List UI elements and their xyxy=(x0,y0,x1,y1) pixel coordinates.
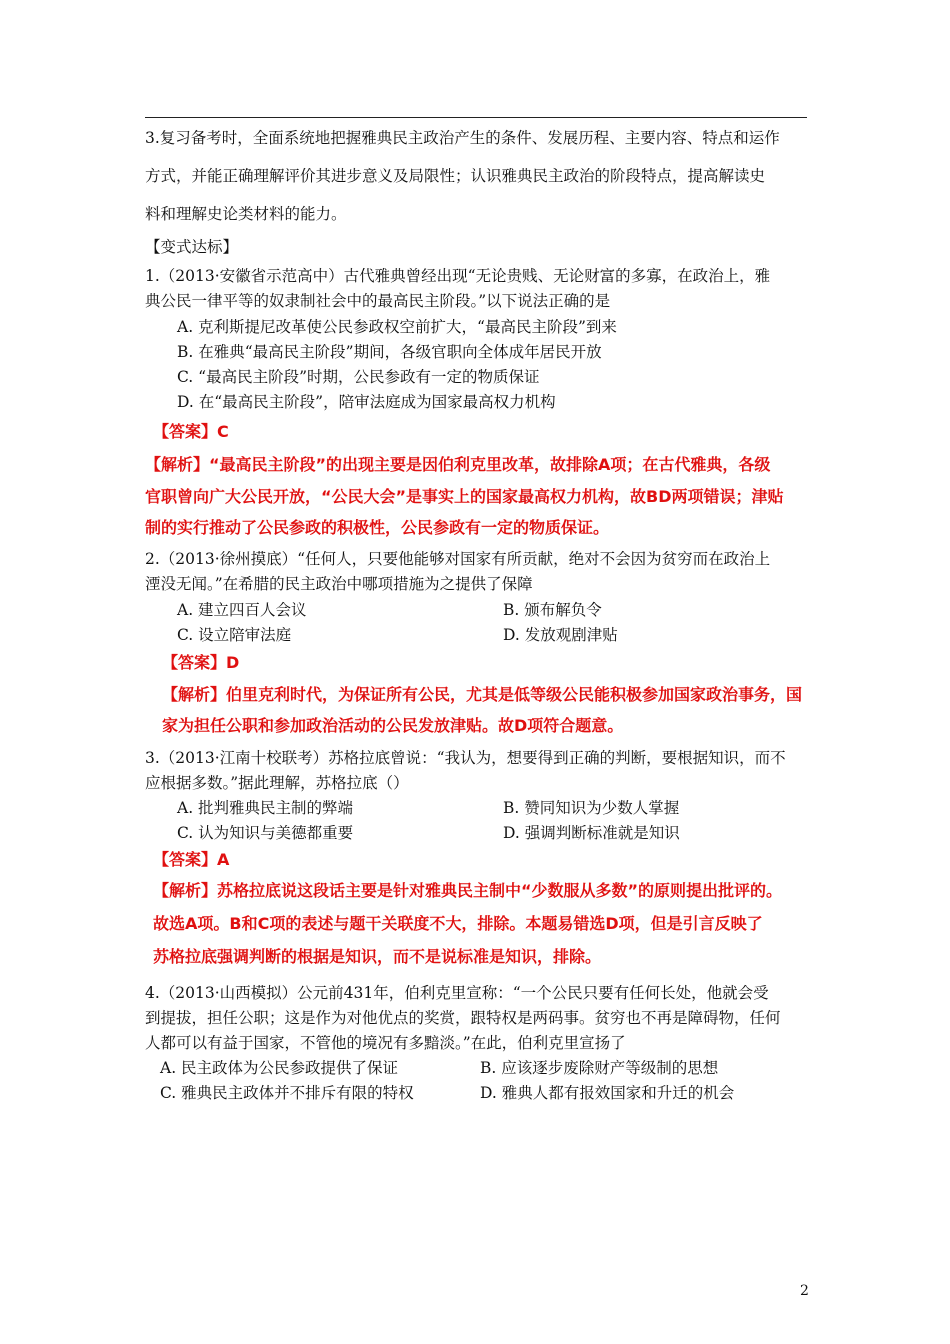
header-rule xyxy=(145,117,807,118)
q3-stem-line-1: 3.（2013·江南十校联考）苏格拉底曾说：“我认为，想要得到正确的判断，要根据知识，而不 xyxy=(145,749,786,767)
intro-line-3: 料和理解史论类材料的能力。 xyxy=(145,205,347,223)
q2-option-c: C. 设立陪审法庭 xyxy=(177,626,292,644)
q3-option-d: D. 强调判断标准就是知识 xyxy=(503,824,680,842)
q4-option-d: D. 雅典人都有报效国家和升迁的机会 xyxy=(480,1084,735,1102)
q2-option-a: A. 建立四百人会议 xyxy=(177,601,307,619)
q4-option-b: B. 应该逐步废除财产等级制的思想 xyxy=(480,1059,719,1077)
q4-stem-line-2: 到提拔，担任公职；这是作为对他优点的奖赏，跟特权是两码事。贫穷也不再是障碍物，任何 xyxy=(145,1009,781,1027)
q2-answer: 【答案】D xyxy=(162,653,240,672)
q1-analysis-line-3: 制的实行推动了公民参政的积极性，公民参政有一定的物质保证。 xyxy=(145,518,610,537)
q2-analysis-line-1: 【解析】伯里克利时代，为保证所有公民，尤其是低等级公民能积极参加国家政治事务，国 xyxy=(162,685,803,704)
q3-answer: 【答案】A xyxy=(153,850,230,869)
q3-analysis-line-2: 故选A项。B和C项的表述与题干关联度不大，排除。本题易错选D项，但是引言反映了 xyxy=(153,914,763,933)
q2-stem-line-2: 湮没无闻。”在希腊的民主政治中哪项措施为之提供了保障 xyxy=(145,575,533,593)
q1-option-d: D. 在“最高民主阶段”，陪审法庭成为国家最高权力机构 xyxy=(177,393,556,411)
q1-analysis-line-1: 【解析】“最高民主阶段”的出现主要是因伯利克里改革，故排除A项；在古代雅典，各级 xyxy=(145,455,771,474)
q4-option-c: C. 雅典民主政体并不排斥有限的特权 xyxy=(160,1084,414,1102)
q1-stem-line-1: 1.（2013·安徽省示范高中）古代雅典曾经出现“无论贵贱、无论财富的多寡，在政治上，雅 xyxy=(145,267,771,285)
intro-line-1: 3.复习备考时，全面系统地把握雅典民主政治产生的条件、发展历程、主要内容、特点和运作 xyxy=(145,129,780,147)
q3-option-a: A. 批判雅典民主制的弊端 xyxy=(177,799,354,817)
q1-analysis-line-2: 官职曾向广大公民开放，“公民大会”是事实上的国家最高权力机构，故BD两项错误；津贴 xyxy=(145,487,784,506)
q3-analysis-line-1: 【解析】苏格拉底说这段话主要是针对雅典民主制中“少数服从多数”的原则提出批评的。 xyxy=(153,881,783,900)
q2-option-d: D. 发放观剧津贴 xyxy=(503,626,618,644)
q1-option-b: B. 在雅典“最高民主阶段”期间，各级官职向全体成年居民开放 xyxy=(177,343,602,361)
q4-stem-line-1: 4.（2013·山西模拟）公元前431年，伯利克里宣称：“一个公民只要有任何长处，他就会受 xyxy=(145,984,769,1002)
q2-option-b: B. 颁布解负令 xyxy=(503,601,602,619)
q4-stem-line-3: 人都可以有益于国家，不管他的境况有多黯淡。”在此，伯利克里宣扬了 xyxy=(145,1034,626,1052)
q4-option-a: A. 民主政体为公民参政提供了保证 xyxy=(160,1059,399,1077)
q1-option-a: A. 克利斯提尼改革使公民参政权空前扩大，“最高民主阶段”到来 xyxy=(177,318,617,336)
q3-option-b: B. 赞同知识为少数人掌握 xyxy=(503,799,680,817)
q3-stem-line-2: 应根据多数。”据此理解，苏格拉底（） xyxy=(145,774,409,792)
page-number: 2 xyxy=(800,1283,809,1299)
q3-analysis-line-3: 苏格拉底强调判断的根据是知识，而不是说标准是知识，排除。 xyxy=(153,947,602,966)
q1-stem-line-2: 典公民一律平等的奴隶制社会中的最高民主阶段。”以下说法正确的是 xyxy=(145,292,611,310)
q1-answer: 【答案】C xyxy=(153,422,229,441)
q3-option-c: C. 认为知识与美德都重要 xyxy=(177,824,354,842)
intro-line-2: 方式，并能正确理解评价其进步意义及局限性；认识雅典民主政治的阶段特点，提高解读史 xyxy=(145,167,766,185)
q1-option-c: C. “最高民主阶段”时期，公民参政有一定的物质保证 xyxy=(177,368,540,386)
q2-analysis-line-2: 家为担任公职和参加政治活动的公民发放津贴。故D项符合题意。 xyxy=(162,716,624,735)
section-title: 【变式达标】 xyxy=(145,238,239,256)
q2-stem-line-1: 2.（2013·徐州摸底）“任何人，只要他能够对国家有所贡献，绝对不会因为贫穷而在政治上 xyxy=(145,550,771,568)
